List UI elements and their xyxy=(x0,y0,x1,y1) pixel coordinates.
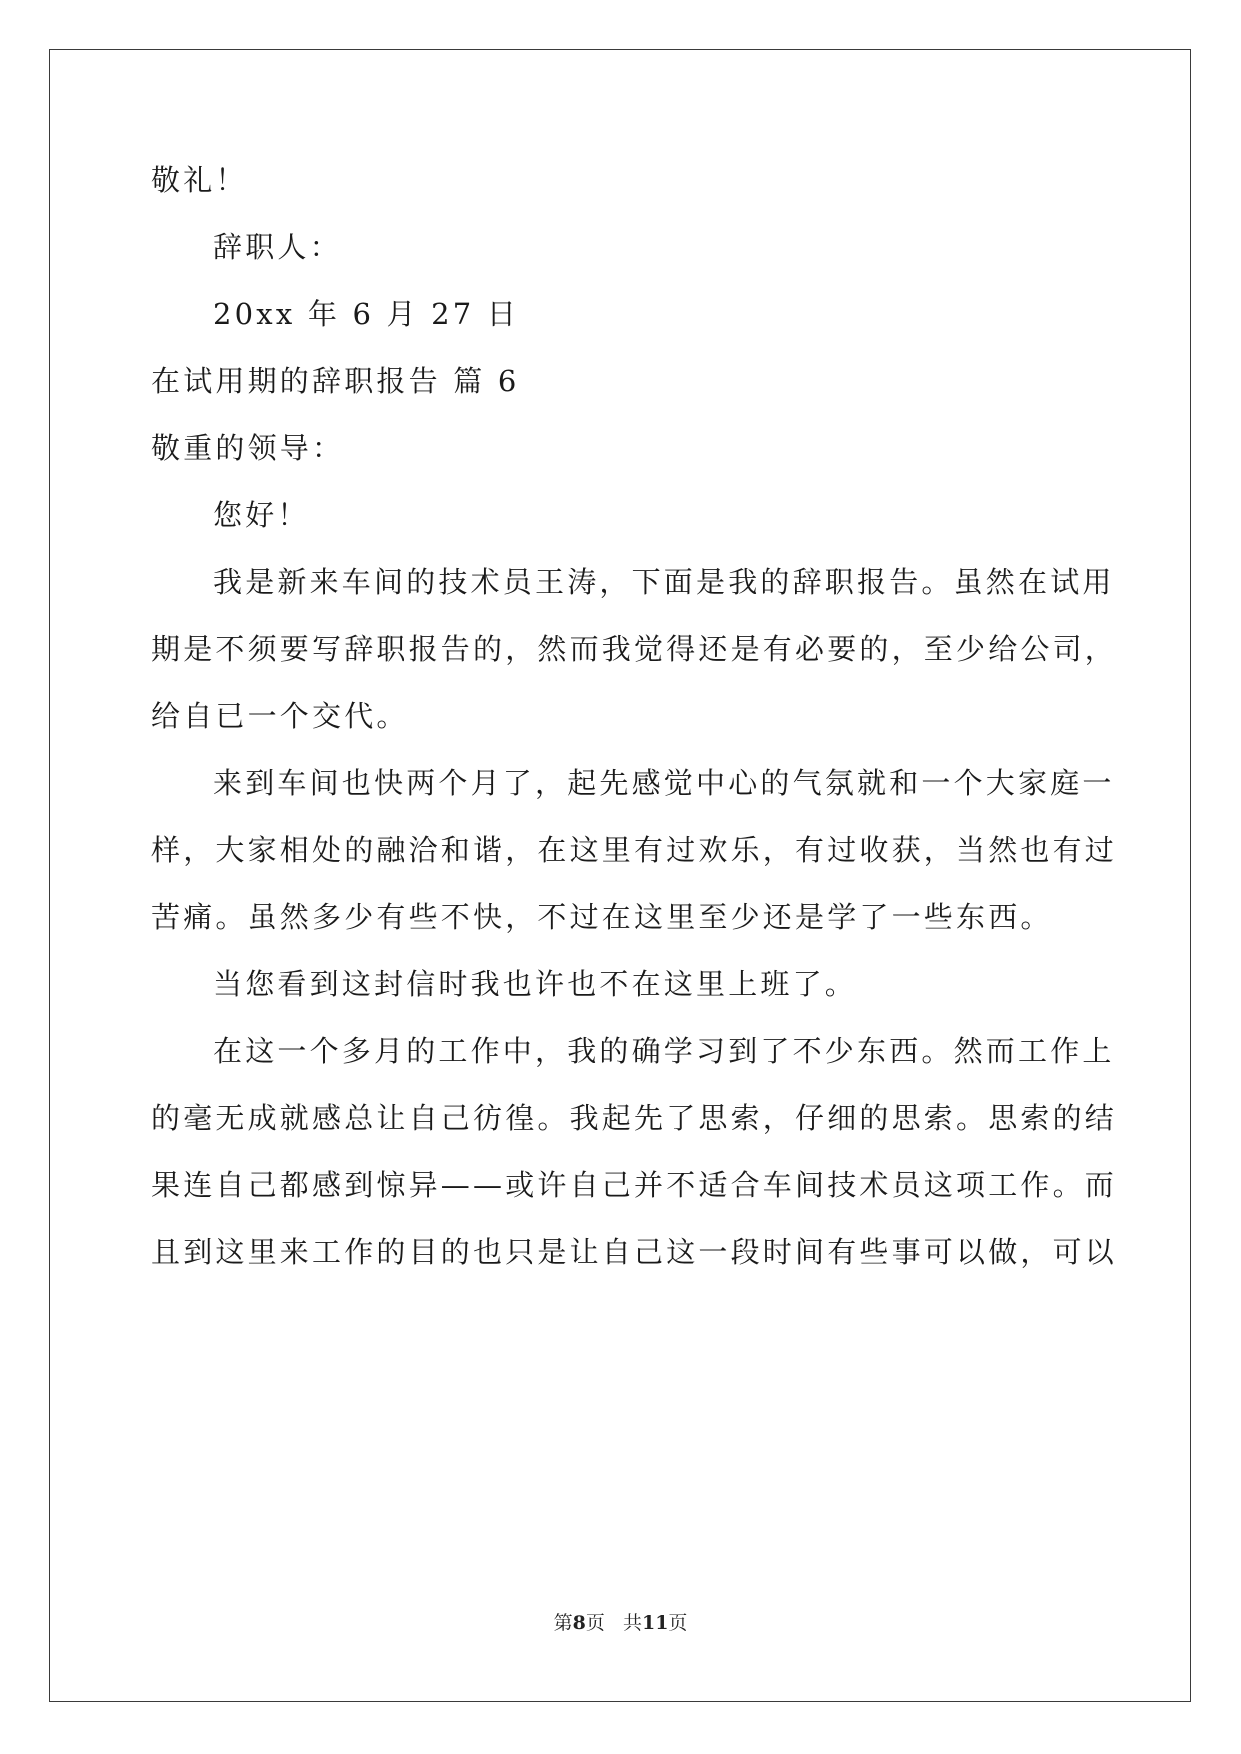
text-line: 当您看到这封信时我也许也不在这里上班了。 xyxy=(213,967,858,1001)
section-heading: 在试用期的辞职报告 篇 6 xyxy=(151,364,520,398)
footer-total-suffix: 页 xyxy=(668,1612,688,1634)
document-body xyxy=(151,163,1118,1302)
text-line: 的毫无成就感总让自己彷徨。我起先了思索，仔细的思索。思索的结 xyxy=(151,1101,1118,1135)
page-footer xyxy=(0,1612,1241,1634)
text-line: 我是新来车间的技术员王涛，下面是我的辞职报告。虽然在试用 xyxy=(213,565,1115,599)
text-line: 且到这里来工作的目的也只是让自己这一段时间有些事可以做，可以 xyxy=(151,1235,1118,1269)
footer-page-suffix: 页 xyxy=(585,1612,605,1634)
text-line: 样，大家相处的融洽和谐，在这里有过欢乐，有过收获，当然也有过 xyxy=(151,833,1118,867)
text-line: 在这一个多月的工作中，我的确学习到了不少东西。然而工作上 xyxy=(213,1034,1115,1068)
text-line: 期是不须要写辞职报告的，然而我觉得还是有必要的，至少给公司， xyxy=(151,632,1118,666)
text-line: 来到车间也快两个月了，起先感觉中心的气氛就和一个大家庭一 xyxy=(213,766,1115,800)
current-page-number: 8 xyxy=(572,1612,586,1634)
footer-prefix: 第 xyxy=(553,1612,573,1634)
text-line: 苦痛。虽然多少有些不快，不过在这里至少还是学了一些东西。 xyxy=(151,900,1053,934)
greeting: 您好！ xyxy=(213,498,310,532)
text-line: 敬礼！ xyxy=(151,163,248,197)
text-line: 辞职人： xyxy=(213,230,342,264)
footer-total-prefix: 共 xyxy=(622,1612,642,1634)
text-line: 给自已一个交代。 xyxy=(151,699,409,733)
text-line: 20xx 年 6 月 27 日 xyxy=(213,297,520,331)
total-pages-number: 11 xyxy=(641,1612,669,1634)
salutation: 敬重的领导： xyxy=(151,431,345,465)
text-line: 果连自己都感到惊异——或许自己并不适合车间技术员这项工作。而 xyxy=(151,1168,1118,1202)
